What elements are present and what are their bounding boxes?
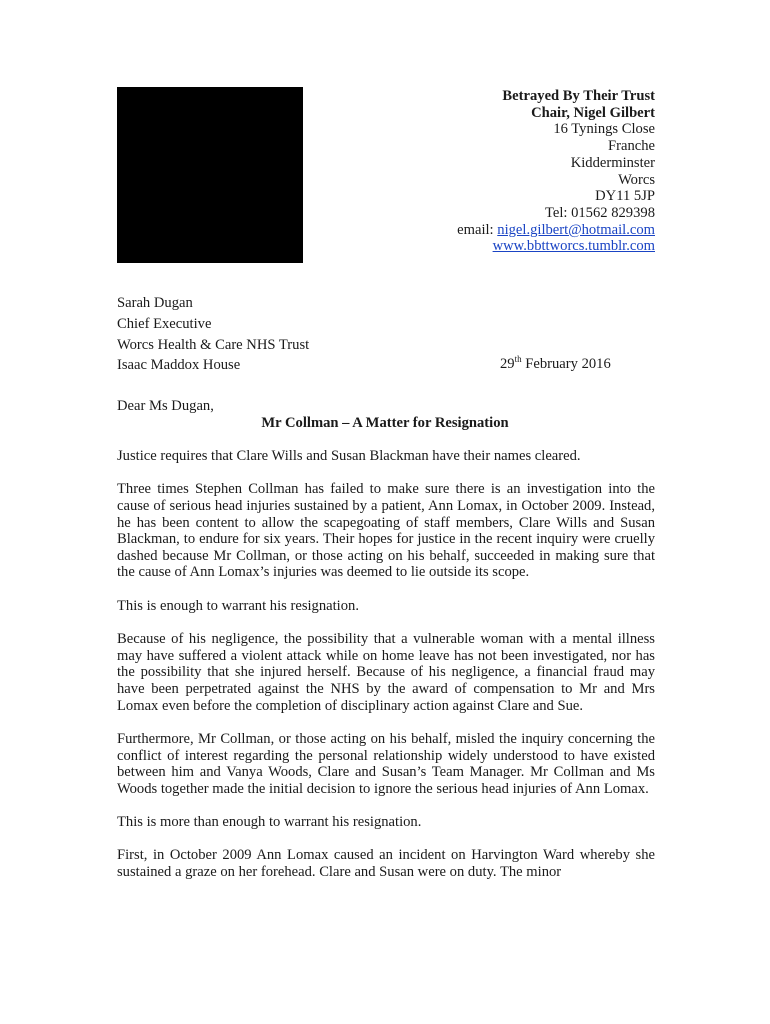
letter-date (500, 354, 611, 373)
date-suffix: th (514, 354, 522, 364)
date-month-year: February 2016 (521, 356, 611, 372)
sender-address-line: 16 Tynings Close (553, 121, 655, 138)
sender-address-block (457, 88, 655, 255)
salutation: Dear Ms Dugan, (117, 398, 214, 414)
sender-website-row (457, 238, 655, 255)
sender-organization: Betrayed By Their Trust (502, 88, 655, 104)
sender-email-link[interactable]: nigel.gilbert@hotmail.com (497, 221, 655, 238)
letter-body (117, 448, 655, 897)
body-paragraph: Justice requires that Clare Wills and Susan Blackman have their names cleared. (117, 448, 581, 464)
sender-website-link[interactable]: www.bbttworcs.tumblr.com (492, 238, 655, 255)
body-paragraph: Furthermore, Mr Collman, or those acting on his behalf, misled the inquiry concerning the conflict of interest regarding the personal relationship widely understood to have existed between him and Vanya Woods, Clare and Susan’s Team Manager. Mr Collman and Ms Woods together made the initial decision to ignore the serious head injuries of Ann Lomax. (117, 730, 655, 797)
sender-email-label: email: (457, 221, 498, 238)
sender-chair: Chair, Nigel Gilbert (531, 104, 655, 121)
recipient-line: Isaac Maddox House (117, 357, 241, 374)
sender-address-line: Franche (607, 138, 655, 155)
body-paragraph: First, in October 2009 Ann Lomax caused an incident on Harvington Ward whereby she sustained a graze on her forehead. Clare and Susan were on duty. The minor (117, 847, 655, 881)
sender-email-row (457, 222, 655, 239)
recipient-address-block (117, 293, 309, 376)
body-paragraph: This is enough to warrant his resignation. (117, 597, 359, 614)
recipient-line: Chief Executive (117, 315, 212, 332)
body-paragraph: This is more than enough to warrant his resignation. (117, 814, 422, 831)
sender-address-line: Kidderminster (570, 154, 655, 171)
recipient-line: Worcs Health & Care NHS Trust (117, 336, 310, 353)
sender-address-line: DY11 5JP (595, 188, 655, 205)
sender-address-line: Worcs (618, 171, 655, 188)
body-paragraph: Three times Stephen Collman has failed to make sure there is an investigation into the cause of serious head injuries sustained by a patient, Ann Lomax, in October 2009. Instead, he has been content to allow the scapegoating of staff members, Clare Wills and Susan Blackman, to endure for six years. Their hopes for justice in the recent inquiry were cruelly dashed because Mr Collman, or those acting on his behalf, succeeded in making sure that the cause of Ann Lomax’s injuries was deemed to lie outside its scope. (117, 481, 655, 581)
letter-subject: Mr Collman – A Matter for Resignation (261, 415, 509, 431)
recipient-line: Sarah Dugan (117, 295, 193, 311)
redacted-logo-block (117, 87, 303, 263)
sender-telephone: Tel: 01562 829398 (544, 204, 655, 221)
date-day: 29 (500, 356, 515, 372)
body-paragraph: Because of his negligence, the possibility that a vulnerable woman with a mental illness may have suffered a violent attack while on home leave has not been investigated, nor has the possibility that she injured herself. Because of his negligence, a financial fraud may have been perpetrated against the NHS by the award of compensation to Mr and Mrs Lomax even before the completion of disciplinary action against Clare and Sue. (117, 631, 655, 714)
